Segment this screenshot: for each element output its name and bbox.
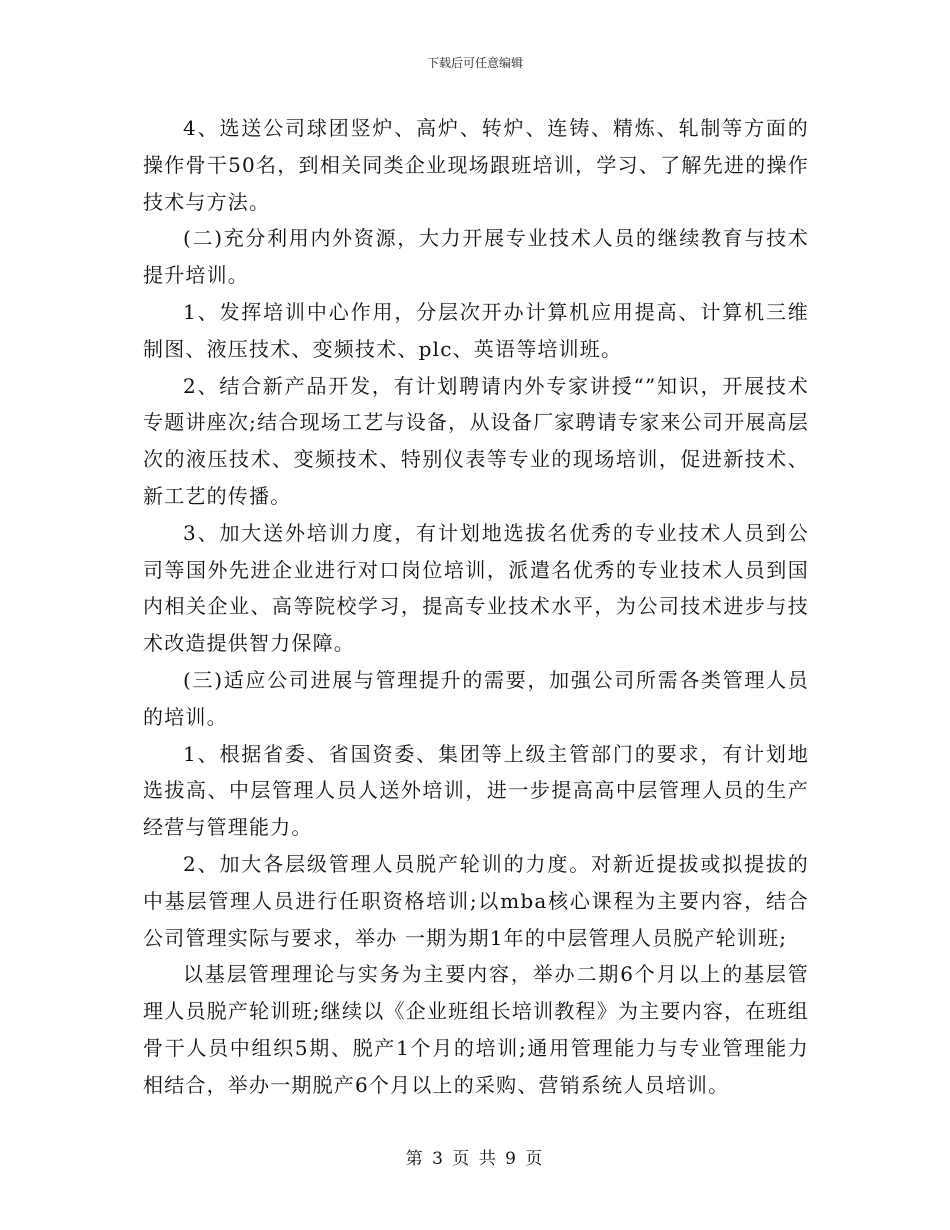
paragraph: 2、加大各层级管理人员脱产轮训的力度。对新近提拔或拟提拔的中基层管理人员进行任职资格培训;以mba核心课程为主要内容，结合公司管理实际与要求，举办 一期为期1年的中层管理人员脱产轮训班; [143,851,809,950]
page-header: 下载后可任意编辑 [426,56,523,70]
paragraph: 4、选送公司球团竖炉、高炉、转炉、连铸、精炼、轧制等方面的操作骨干50名，到相关同类企业现场跟班培训，学习、了解先进的操作技术与方法。 [143,116,809,214]
paragraph: 以基层管理理论与实务为主要内容，举办二期6个月以上的基层管理人员脱产轮训班;继续以《企业班组长培训教程》为主要内容，在班组骨干人员中组织5期、脱产1个月的培训;通用管理能力与专业管理能力相结合，举办一期脱产6个月以上的采购、营销系统人员培训。 [143,962,809,1097]
paragraph: 1、根据省委、省国资委、集团等上级主管部门的要求，有计划地选拔高、中层管理人员人送外培训，进一步提高高中层管理人员的生产经营与管理能力。 [143,741,809,840]
paragraph: 3、加大送外培训力度，有计划地选拔名优秀的专业技术人员到公司等国外先进企业进行对口岗位培训，派遣名优秀的专业技术人员到国内相关企业、高等院校学习，提高专业技术水平，为公司技术进步与技术改造提供智力保障。 [143,520,809,656]
paragraph: (二)充分利用内外资源，大力开展专业技术人员的继续教育与技术提升培训。 [143,226,809,288]
page-number: 第 3 页 共 9 页 [405,1149,545,1169]
paragraph: 2、结合新产品开发，有计划聘请内外专家讲授“”知识，开展技术专题讲座次;结合现场工艺与设备，从设备厂家聘请专家来公司开展高层次的液压技术、变频技术、特别仪表等专业的现场培训，促进新技术、新工艺的传播。 [143,373,809,508]
paragraph: 1、发挥培训中心作用，分层次开办计算机应用提高、计算机三维制图、液压技术、变频技术、plc、英语等培训班。 [143,299,809,361]
paragraph: (三)适应公司进展与管理提升的需要，加强公司所需各类管理人员的培训。 [143,667,809,729]
document-body [143,110,809,1104]
